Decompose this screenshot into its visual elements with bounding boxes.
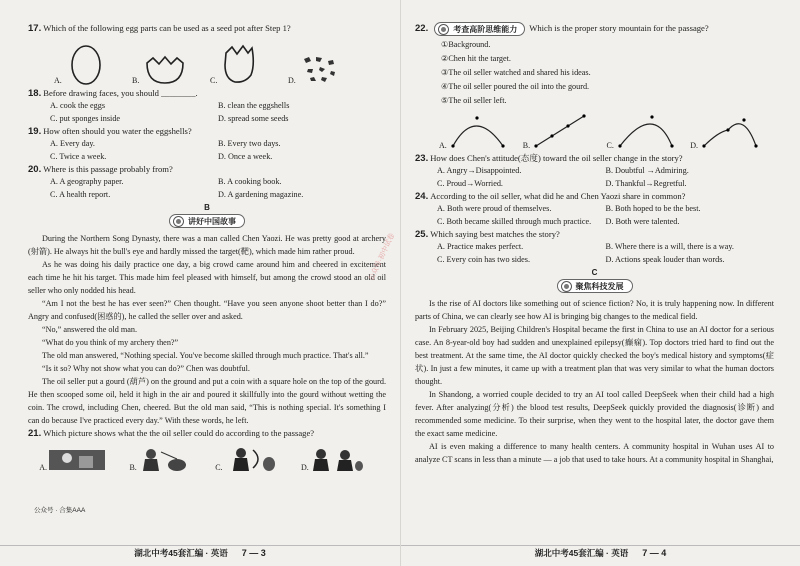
question-17: 17. Which of the following egg parts can be used as a seed pot after Step 1? [28, 23, 291, 34]
q21-pictures [28, 442, 386, 514]
oil-seller-picture-icon [47, 446, 107, 472]
option[interactable]: D. Actions speak louder than words. [605, 254, 725, 264]
q20-options [28, 176, 386, 201]
q18-options [28, 100, 386, 125]
mountain-option-c[interactable]: C. [607, 112, 691, 150]
option[interactable]: C. Proud→Worried. [437, 178, 503, 188]
option[interactable]: D. Both were talented. [605, 216, 680, 226]
passage-paragraph: “Is it so? Why not show what you can do?” Chen was doubtful. [42, 364, 250, 373]
mountain-option-d[interactable]: D. [690, 112, 774, 150]
q24-options [415, 203, 774, 228]
story-item: ②Chen hit the target. [441, 54, 511, 64]
option[interactable]: B. A cooking book. [218, 177, 282, 186]
passage-paragraph: Is the rise of AI doctors like something out of science fiction? No, it is truly happening now. In different parts of China, we can clearly see how AI is bringing big changes to the medical field. [415, 299, 774, 322]
page-number: 7 — 4 [642, 548, 667, 558]
q25-options [415, 241, 774, 266]
option[interactable]: C. put sponges inside [50, 113, 121, 123]
egg-options [54, 39, 386, 85]
mountain-option-b[interactable]: B. [523, 112, 607, 150]
option[interactable]: A. Angry→Disappointed. [437, 166, 522, 176]
option[interactable]: C. Twice a week. [50, 151, 107, 161]
passage-paragraph: As he was doing his daily practice one day, a big crowd came around him and cheered in excitement each time he hit his target. This made him feel pleased with himself, but among the crowd stood an old oil seller who only nodded his head. [28, 260, 386, 295]
badge-icon [173, 216, 184, 227]
option[interactable]: A. A geography paper. [50, 177, 124, 186]
option[interactable]: D. spread some seeds [218, 113, 289, 123]
badge-icon [561, 281, 572, 292]
story-mountain-options [439, 110, 774, 150]
story-item: ①Background. [441, 40, 491, 50]
section-letter: C [591, 268, 598, 278]
egg-option-b[interactable]: B. [132, 55, 210, 85]
option[interactable]: B. clean the eggshells [218, 101, 290, 110]
passage-paragraph: In Shandong, a worried couple decided to try an AI tool called DeepSeek when their child had a high fever. After analyzing(分析) the blood test results, DeepSeek quickly provided the diagnosis(诊断) and recommended some medicine. To their surprise, when they went to the hospital later, the doctor gave them the exact same medicine. [415, 390, 774, 439]
mountain-option-a[interactable]: A. [439, 112, 523, 150]
crowd-picture-icon [309, 446, 365, 472]
right-page [400, 0, 800, 566]
picture-option-d[interactable]: D. [301, 446, 365, 472]
story-item: ④The oil seller poured the oil into the gourd. [441, 82, 590, 92]
story-item: ③The oil seller watched and shared his ideas. [441, 68, 591, 78]
corner-label: 公众号 · 合集AAA [34, 507, 86, 514]
arc-diagram-icon [530, 112, 600, 150]
section-banner: 聚焦科技发展 [415, 279, 774, 293]
option[interactable]: A. Both were proud of themselves. [437, 204, 552, 214]
option[interactable]: D. A gardening magazine. [218, 189, 304, 199]
option[interactable]: C. Every coin has two sides. [437, 254, 531, 264]
tall-shell-icon [221, 43, 257, 85]
whole-egg-icon [66, 41, 106, 85]
passage-paragraph: “Am I not the best he has ever seen?” Chen thought. “Have you seen anyone shoot better than I do?” Angry and confused(困惑的), he called the seller over and asked. [28, 299, 386, 321]
passage-paragraph: AI is even making a difference to many health centers. A community hospital in Wuhan uses AI to analyze CT scans in less than a minute — a job that used to take hours. At a community hospital in Shanghai, [415, 442, 774, 465]
option[interactable]: C. Both became skilled through much practice. [437, 216, 592, 226]
passage-paragraph: The old man answered, “Nothing special. You've become skilled through much practice. That's all.” [42, 351, 369, 360]
option[interactable]: B. Doubtful →Admiring. [605, 166, 689, 176]
passage-paragraph: “What do you think of my archery then?” [42, 338, 179, 347]
option[interactable]: D. Thankful→Regretful. [605, 178, 687, 188]
option[interactable]: D. Once a week. [218, 151, 273, 161]
question-24: 24. According to the oil seller, what did he and Chen Yaozi share in common? [415, 191, 686, 203]
question-23: 23. How does Chen's attitude(态度) toward the oil seller change in the story? [415, 153, 683, 165]
passage-paragraph: The oil seller put a gourd (葫芦) on the ground and put a coin with a square hole on the top of the gourd. He then scooped some oil, held it high in the air and poured it skillfully into the gourd without wetting the coin. The crowd, including Chen, cheered. But the old man said, “This is nothing special. It's something I can do because I've practiced every day.” With these words, he left. [28, 377, 386, 425]
question-20: 20. Where is this passage probably from? [28, 164, 173, 175]
arc-diagram-icon [614, 112, 684, 150]
watermark: 公众号·初中试卷 [368, 232, 397, 282]
skill-banner: 考查高阶思维能力 [434, 22, 525, 36]
story-list [415, 38, 774, 108]
broken-pieces-icon [300, 53, 340, 85]
q19-options [28, 138, 386, 163]
oil-pouring-picture-icon [137, 446, 193, 472]
passage-paragraph: In February 2025, Beijing Children's Hospital became the first in China to use an AI doctor for a serious case. An 8-year-old boy had sudden and unexplained epilepsy(癫痫). Top doctors tried hard to find out the best treatment. At the same time, the AI doctor quickly checked the boy's medical history and symptoms(症状). In just a few minutes, it came up with a treatment plan that was very similar to what the human doctors thought. [415, 325, 774, 387]
passage-paragraph: During the Northern Song Dynasty, there was a man called Chen Yaozi. He was pretty good at archery (射箭). He always hit the bull's eye and hardly missed the target(靶), which made him rather proud. [28, 234, 386, 256]
q23-options [415, 165, 774, 190]
picture-option-a[interactable]: 公众号 · 合集AAA A. [39, 446, 107, 472]
bottom-shell-icon [143, 55, 187, 85]
badge-icon [438, 24, 449, 35]
option[interactable]: A. cook the eggs [50, 101, 106, 110]
option[interactable]: A. Practice makes perfect. [437, 242, 524, 252]
question-21: 21. Which picture shows what the the oil seller could do according to the passage? [28, 428, 315, 439]
egg-option-a[interactable]: A. [54, 41, 132, 85]
arc-diagram-icon [698, 112, 768, 150]
story-item: ⑤The oil seller left. [441, 96, 507, 106]
question-22: 22. 考查高阶思维能力 Which is the proper story mountain for the passage? [415, 22, 774, 36]
page-footer: 湖北中考45套汇编 · 英语 7 — 3 [0, 545, 400, 560]
passage-paragraph: “No,” answered the old man. [42, 325, 138, 334]
option[interactable]: C. A health report. [50, 189, 111, 199]
question-25: 25. Which saying best matches the story? [415, 229, 560, 241]
arc-diagram-icon [447, 112, 517, 150]
page-number: 7 — 3 [241, 548, 266, 558]
question-19: 19. How often should you water the eggshells? [28, 126, 192, 137]
option[interactable]: A. Every day. [50, 139, 95, 148]
section-letter: B [204, 203, 210, 212]
egg-option-c[interactable]: C. [210, 43, 288, 85]
archer-picture-icon [223, 446, 279, 472]
section-banner: 讲好中国故事 [28, 214, 386, 228]
picture-option-c[interactable]: C. [215, 446, 278, 472]
option[interactable]: B. Every two days. [218, 139, 281, 148]
egg-option-d[interactable]: D. [288, 53, 366, 85]
option[interactable]: B. Both hoped to be the best. [605, 204, 701, 214]
picture-option-b[interactable]: B. [129, 446, 192, 472]
option[interactable]: B. Where there is a will, there is a way. [605, 242, 734, 252]
page-footer: 湖北中考45套汇编 · 英语 7 — 4 [401, 545, 800, 560]
question-18: 18. Before drawing faces, you should ________. [28, 88, 198, 99]
